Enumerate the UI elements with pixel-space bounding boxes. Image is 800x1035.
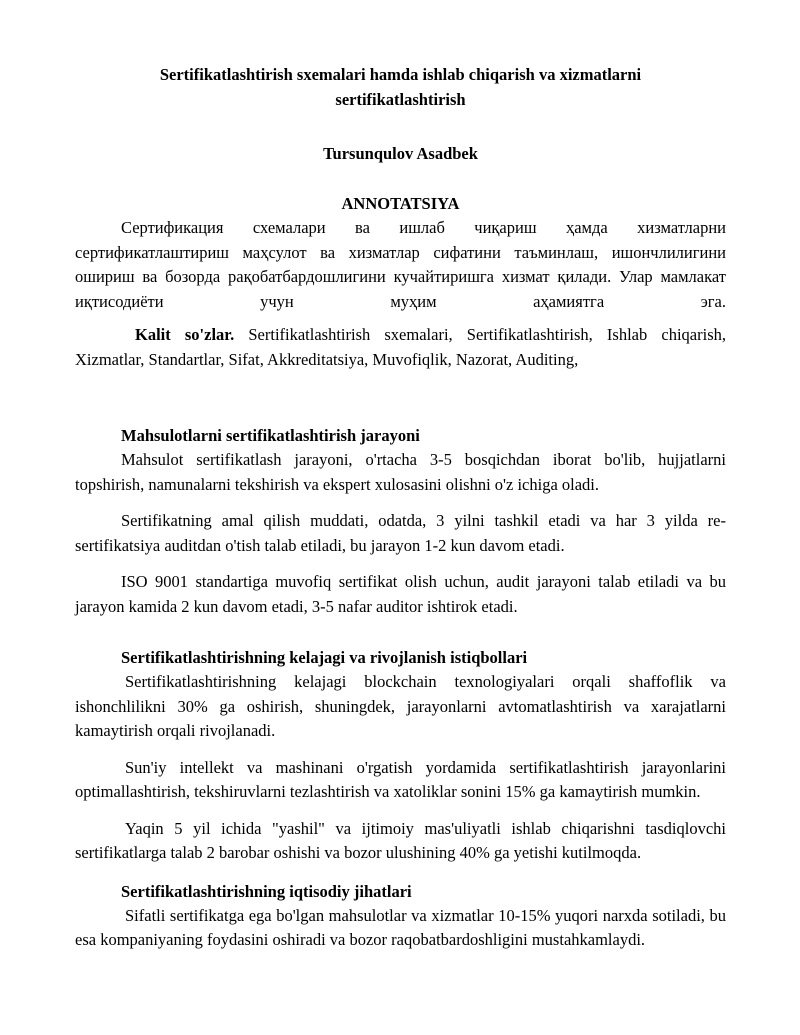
section-paragraph: Yaqin 5 yil ichida "yashil" va ijtimoiy mas'uliyatli ishlab chiqarishni tasdiqlovchi sertifikatlarga talab 2 barobar oshishi va bozor ulushining 40% ga yetishi kutilmoqda. [75,818,726,862]
section-paragraph: Sun'iy intellekt va mashinani o'rgatish yordamida sertifikatlashtirish jarayonlarini optimallashtirish, tekshiruvlarni tezlashtirish va xatoliklar sonini 15% ga kamaytirish mumkin. [75,757,726,801]
section-paragraph: Sertifikatning amal qilish muddati, odatda, 3 yilni tashkil etadi va har 3 yilda re-sertifikatsiya auditdan o'tish talab etiladi, bu jarayon 1-2 kun davom etadi. [75,511,726,555]
section-heading: Sertifikatlashtirishning iqtisodiy jihatlari [121,881,412,901]
section-paragraph: Sertifikatlashtirishning kelajagi blockchain texnologiyalari orqali shaffoflik va ishonchlilikni 30% ga oshirish, shuningdek, jarayonlarni avtomatlashtirish va xarajatlarni kamaytirish orqali rivojlanadi. [75,672,726,740]
section-heading: Sertifikatlashtirishning kelajagi va rivojlanish istiqbollari [121,648,528,667]
paper-title: Sertifikatlashtirish sxemalari hamda ishlab chiqarish va xizmatlarni sertifikatlashtirish [159,65,642,109]
annotation-text: Сертификация схемалари ва ишлаб чиқариш ҳамда хизматларни сертификатлаштириш маҳсулот ва хизматлар сифатини таъминлаш, ишончлилигини ошириш ва бозорда рақобатбардошлигини кучайтиришга хизмат қилади. Улар мамлакат иқтисодиёти учун муҳим аҳамиятга эга. [75,218,726,311]
section-paragraph: ISO 9001 standartiga muvofiq sertifikat olish uchun, audit jarayoni talab etiladi va bu jarayon kamida 2 kun davom etadi, 3-5 nafar auditor ishtirok etadi. [75,572,726,616]
paper-page [75,62,726,953]
section-paragraph: Sifatli sertifikatga ega bo'lgan mahsulotlar va xizmatlar 10-15% yuqori narxda sotiladi, bu esa kompaniyaning foydasini oshiradi va bozor raqobatbardoshligini mustahkamlaydi. [75,905,726,949]
keywords-label: Kalit so'zlar. [135,325,235,344]
section-paragraph: Mahsulot sertifikatlash jarayoni, o'rtacha 3-5 bosqichdan iborat bo'lib, hujjatlarni topshirish, namunalarni tekshirish va ekspert xulosasini olishni o'z ichiga oladi. [75,450,726,494]
keywords-paragraph [75,323,726,372]
author-name: Tursunqulov Asadbek [323,144,478,163]
keywords-text: Sertifikatlashtirish sxemalari, Sertifikatlashtirish, Ishlab chiqarish, Xizmatlar, Standartlar, Sifat, Akkreditatsiya, Muvofiqlik, Nazorat, Auditing, [75,325,726,369]
section-heading: Mahsulotlarni sertifikatlashtirish jarayoni [121,426,420,445]
annotation-heading: ANNOTATSIYA [341,194,460,213]
